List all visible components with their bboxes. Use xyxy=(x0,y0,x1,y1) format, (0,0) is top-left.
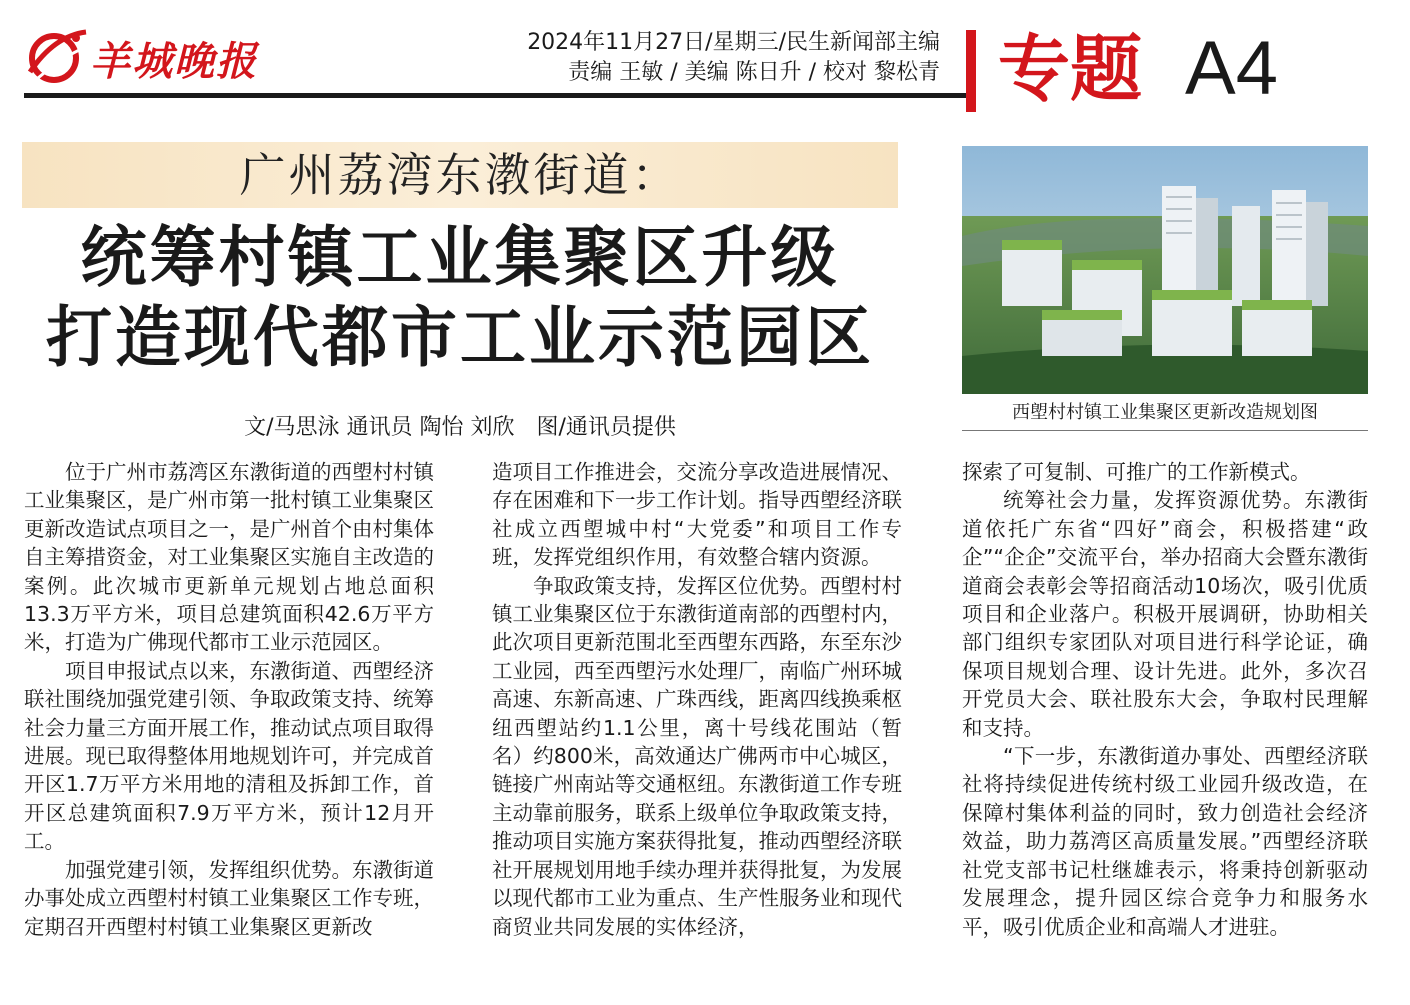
paragraph: 加强党建引领，发挥组织优势。东漖街道办事处成立西塱村村镇工业集聚区工作专班，定期召开西塱村村镇工业集聚区更新改 xyxy=(24,857,434,939)
paragraph: “下一步，东漖街道办事处、西塱经济联社将持续促进传统村级工业园升级改造，在保障村集体利益的同时，致力创造社会经济效益，助力荔湾区高质量发展。”西塱经济联社党支部书记杜继雄表示，将秉持创新驱动发展理念，提升园区综合竞争力和服务水平，吸引优质企业和高端人才进驻。 xyxy=(962,744,1368,939)
rendering-illustration xyxy=(962,146,1368,394)
page-number: A4 xyxy=(1185,26,1278,111)
masthead-rule xyxy=(24,93,969,98)
planning-rendering-image xyxy=(962,146,1368,394)
paragraph-continued: 探索了可复制、可推广的工作新模式。 xyxy=(962,460,1311,484)
paragraph: 项目申报试点以来，东漖街道、西塱经济联社围绕加强党建引领、争取政策支持、统筹社会力量三方面开展工作，推动试点项目取得进展。现已取得整体用地规划许可，并完成首开区1.7万平方米用地的清租及拆卸工作，首开区总建筑面积7.9万平方米，预计12月开工。 xyxy=(24,658,434,854)
paragraph: 统筹社会力量，发挥资源优势。东漖街道依托广东省“四好”商会，积极搭建“政企”“企企”交流平台，举办招商大会暨东漖街道商会表彰会等招商活动10场次，吸引优质项目和企业落户。积极开展调研，协助相关部门组织专家团队对项目进行科学论证，确保项目规划合理、设计先进。此外，多次召开党员大会、联社股东大会，争取村民理解和支持。 xyxy=(962,488,1368,740)
article-column-3 xyxy=(962,458,1368,941)
photo-caption: 西塱村村镇工业集聚区更新改造规划图 xyxy=(962,396,1368,431)
article-column-2 xyxy=(492,458,902,941)
section-accent-bar xyxy=(966,30,976,112)
logo-swoosh-icon xyxy=(24,26,88,86)
headline-line-2: 打造现代都市工业示范园区 xyxy=(46,299,874,376)
dateline: 2024年11月27日/星期三/民生新闻部主编 xyxy=(527,30,940,55)
paragraph: 位于广州市荔湾区东漖街道的西塱村村镇工业集聚区，是广州市第一批村镇工业集聚区更新改造试点项目之一，是广州首个由村集体自主筹措资金，对工业集聚区实施自主改造的案例。此次城市更新单元规划占地总面积13.3万平方米，项目总建筑面积42.6万平方米，打造为广佛现代都市工业示范园区。 xyxy=(24,460,434,655)
newspaper-name: 羊城晚报 xyxy=(90,38,258,85)
edition-info xyxy=(430,28,940,88)
newspaper-logo xyxy=(24,22,284,90)
kicker-title: 广州荔湾东漖街道： xyxy=(239,148,681,202)
paragraph: 争取政策支持，发挥区位优势。西塱村村镇工业集聚区位于东漖街道南部的西塱村内，此次项目更新范围北至西塱东西路，东至东沙工业园，西至西塱污水处理厂，南临广州环城高速、东新高速、广珠西线，距离四线换乘枢纽西塱站约1.1公里，离十号线花围站（暂名）约800米，高效通达广佛两市中心城区，链接广州南站等交通枢纽。东漖街道工作专班主动靠前服务，联系上级单位争取政策支持，推动项目实施方案获得批复，推动西塱经济联社开展规划用地手续办理并获得批复，为发展以现代都市工业为重点、生产性服务业和现代商贸业共同发展的实体经济， xyxy=(492,573,902,939)
editor-credits: 责编 王敏 / 美编 陈日升 / 校对 黎松青 xyxy=(568,60,940,85)
headline-line-1: 统筹村镇工业集聚区升级 xyxy=(80,219,840,296)
section-name: 专题 xyxy=(998,27,1143,111)
byline: 文/马思泳 通讯员 陶怡 刘欣 图/通讯员提供 xyxy=(244,415,676,440)
article-column-1 xyxy=(24,458,434,941)
paragraph-continued: 造项目工作推进会，交流分享改造进展情况、存在困难和下一步工作计划。指导西塱经济联社成立西塱城中村“大党委”和项目工作专班，发挥党组织作用，有效整合辖内资源。 xyxy=(492,460,902,570)
